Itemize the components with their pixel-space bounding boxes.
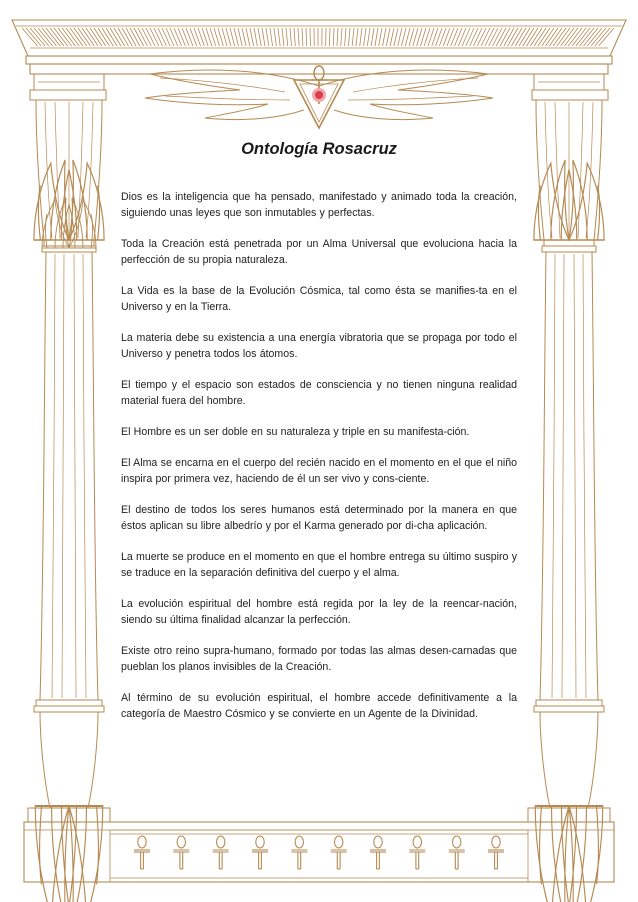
paragraph-list (121, 189, 517, 722)
paragraph: El destino de todos los seres humanos está determinado por la manera en que éstos aplican su libre albedrío y por el Karma generado por di-cha aplicación. (121, 504, 517, 532)
base-plinth (24, 822, 614, 882)
paragraph: La Vida es la base de la Evolución Cósmica, tal como ésta se manifies-ta en el Universo y en la Tierra. (121, 285, 517, 313)
left-column-icon (28, 74, 110, 902)
document-body (121, 140, 517, 737)
ankh-icon (488, 836, 504, 869)
paragraph: La muerte se produce en el momento en que el hombre entrega su último suspiro y se traduce en la separación definitiva del cuerpo y el alma. (121, 551, 517, 579)
paragraph: El tiempo y el espacio son estados de consciencia y no tienen ninguna realidad material fuera del hombre. (121, 379, 517, 407)
ankh-icon (291, 836, 307, 869)
winged-sun-emblem-icon (145, 66, 493, 128)
paragraph: La materia debe su existencia a una energía vibratoria que se propaga por todo el Universo y penetra todos los átomos. (121, 332, 517, 360)
ankh-row (134, 836, 504, 869)
ankh-icon (331, 836, 347, 869)
ankh-icon (252, 836, 268, 869)
paragraph: La evolución espiritual del hombre está regida por la ley de la reencar-nación, siendo su última finalidad alcanzar la perfección. (121, 598, 517, 626)
paragraph: Toda la Creación está penetrada por un Alma Universal que evoluciona hacia la perfección de su propia naturaleza. (121, 238, 517, 266)
ankh-icon (173, 836, 189, 869)
paragraph: Al término de su evolución espiritual, el hombre accede definitivamente a la categoría de Maestro Cósmico y se convierte en un Agente de la Divinidad. (121, 692, 517, 720)
ankh-icon (449, 836, 465, 869)
right-column-icon (528, 74, 610, 902)
paragraph: El Hombre es un ser doble en su naturaleza y triple en su manifesta-ción. (121, 426, 470, 438)
paragraph: Dios es la inteligencia que ha pensado, manifestado y animado toda la creación, siguiendo unas leyes que son inmutables y perfectas. (121, 191, 517, 219)
page-title: Ontología Rosacruz (241, 140, 397, 158)
paragraph: Existe otro reino supra-humano, formado por todas las almas desen-carnadas que pueblan los planos invisibles de la Creación. (121, 645, 517, 673)
ankh-icon (213, 836, 229, 869)
ankh-icon (134, 836, 150, 869)
paragraph: El Alma se encarna en el cuerpo del recién nacido en el momento en el que el niño inspira por primera vez, haciendo de él un ser vivo y cons-ciente. (121, 457, 517, 485)
ankh-icon (370, 836, 386, 869)
ankh-icon (409, 836, 425, 869)
